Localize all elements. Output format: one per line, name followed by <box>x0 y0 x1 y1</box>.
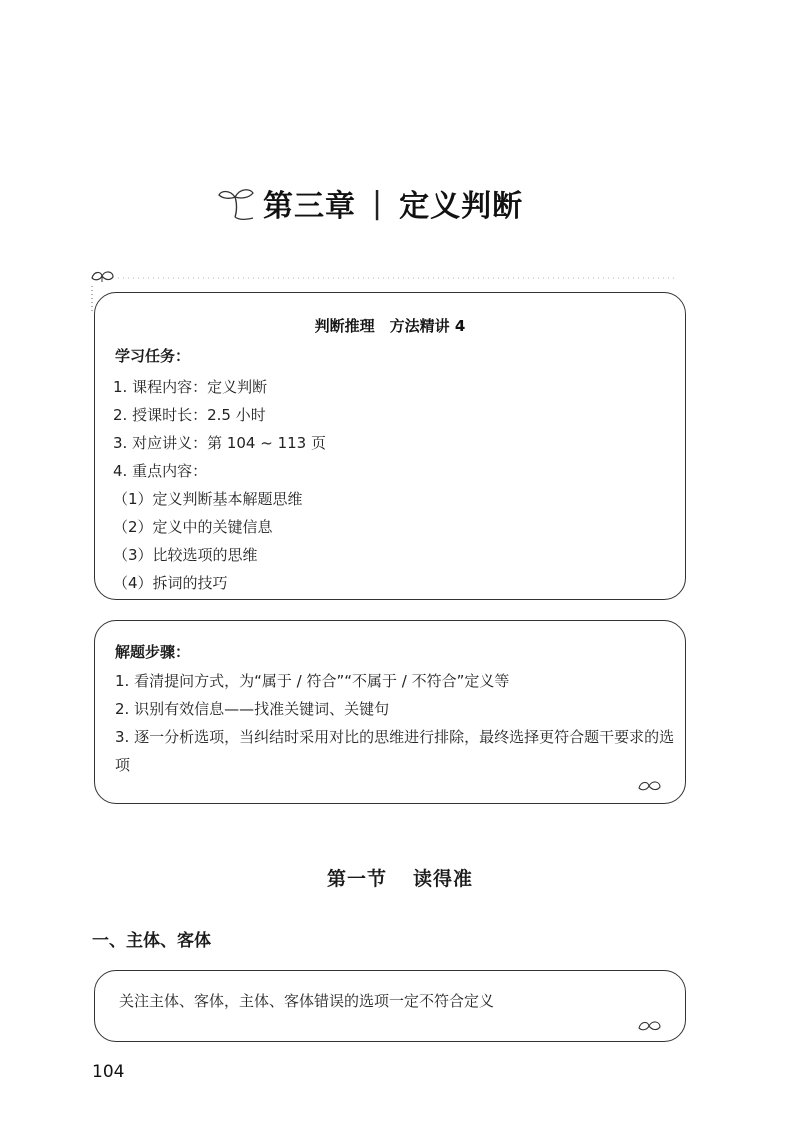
steps-list <box>115 667 675 779</box>
chapter-separator: | <box>372 185 384 221</box>
list-item: 4. 重点内容： <box>113 462 208 480</box>
steps-heading: 解题步骤： <box>115 643 191 661</box>
list-item: （3）比较选项的思维 <box>113 546 258 564</box>
task-list <box>113 373 326 597</box>
task-heading: 学习任务： <box>115 347 191 365</box>
list-item: （2）定义中的关键信息 <box>113 518 273 536</box>
chapter-title <box>215 175 523 231</box>
list-item: 2. 识别有效信息——找准关键词、关键句 <box>115 700 390 718</box>
section-name: 读得准 <box>413 868 474 890</box>
solving-steps-box <box>94 620 686 804</box>
list-item: 3. 对应讲义：第 104 ~ 113 页 <box>113 434 326 452</box>
subsection-title: 一、主体、客体 <box>92 931 211 951</box>
note-box <box>94 970 686 1042</box>
task-box-title: 判断推理 方法精讲 4 <box>314 317 466 335</box>
chapter-name: 定义判断 <box>399 189 524 224</box>
page-number: 104 <box>92 1062 125 1082</box>
list-item: 1. 看清提问方式，为“属于 / 符合”“不属于 / 不符合”定义等 <box>115 672 510 690</box>
leaf-pair-icon <box>637 779 663 795</box>
list-item: （4）拆词的技巧 <box>113 574 228 592</box>
note-text: 关注主体、客体，主体、客体错误的选项一定不符合定义 <box>119 992 495 1010</box>
section-title <box>0 864 800 891</box>
chapter-number: 第三章 <box>263 189 356 224</box>
leaf-pair-icon <box>637 1019 663 1035</box>
list-item: 1. 课程内容：定义判断 <box>113 378 268 396</box>
list-item: 2. 授课时长：2.5 小时 <box>113 406 266 424</box>
learning-task-box <box>94 292 686 600</box>
list-item: 3. 逐一分析选项，当纠结时采用对比的思维进行排除，最终选择更符合题干要求的选项 <box>115 728 675 774</box>
list-item: （1）定义判断基本解题思维 <box>113 490 303 508</box>
sprout-icon <box>215 183 259 223</box>
section-label: 第一节 <box>326 868 387 890</box>
